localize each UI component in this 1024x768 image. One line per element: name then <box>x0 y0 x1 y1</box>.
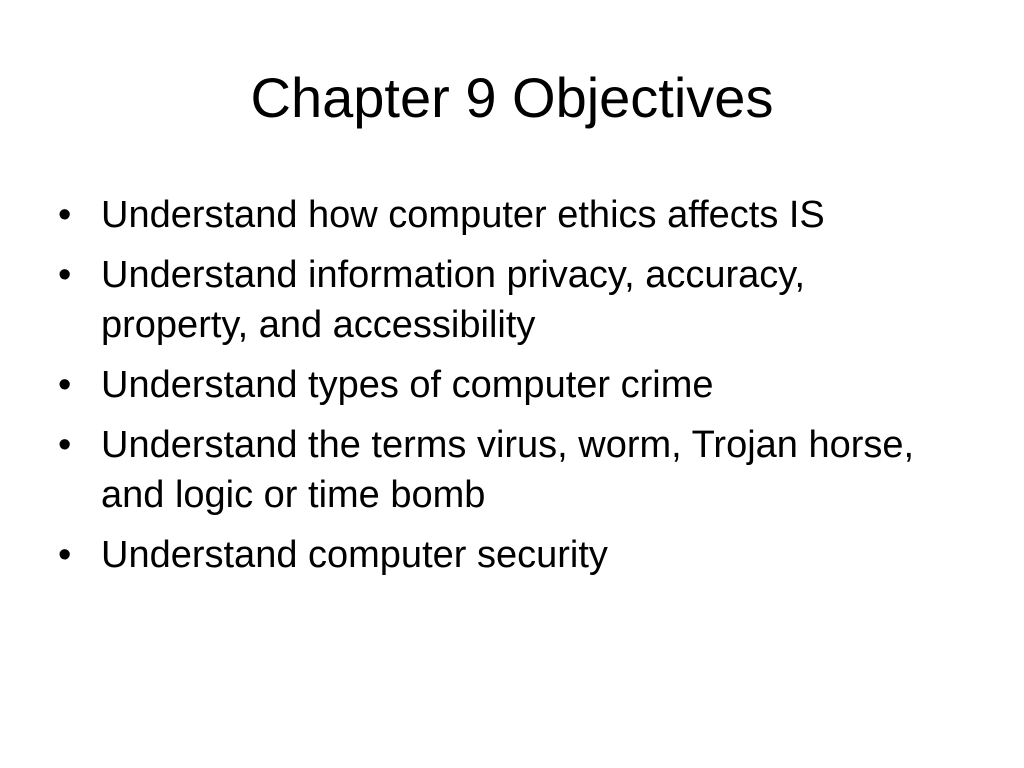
bullet-item <box>58 530 958 580</box>
slide-title: Chapter 9 Objectives <box>250 66 774 129</box>
bullet-item <box>58 190 958 240</box>
bullet-item <box>58 250 958 350</box>
bullet-item <box>58 420 958 520</box>
bullet-text: Understand information privacy, accuracy, property, and accessibility <box>101 254 806 346</box>
bullet-item <box>58 360 958 410</box>
bullet-text: Understand computer security <box>101 534 608 576</box>
bullet-text: Understand how computer ethics affects IS <box>101 194 825 236</box>
bullet-text: Understand types of computer crime <box>101 364 714 406</box>
bullet-icon: • <box>58 194 72 236</box>
bullet-icon: • <box>58 364 72 406</box>
bullet-text: Understand the terms virus, worm, Trojan horse, and logic or time bomb <box>101 424 915 516</box>
bullet-icon: • <box>58 254 72 296</box>
bullet-icon: • <box>58 534 72 576</box>
bullet-icon: • <box>58 424 72 466</box>
objectives-list <box>58 190 958 590</box>
